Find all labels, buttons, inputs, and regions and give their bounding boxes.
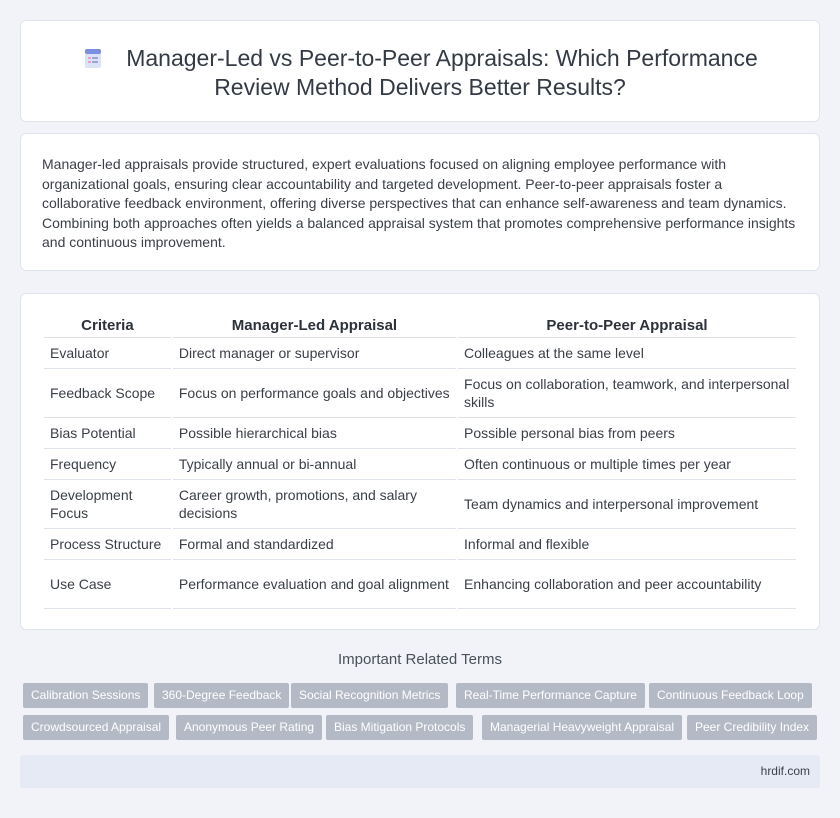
term-tag[interactable]: Bias Mitigation Protocols bbox=[326, 715, 473, 740]
term-tag[interactable]: Peer Credibility Index bbox=[687, 715, 817, 740]
row-peer-value: Colleagues at the same level bbox=[458, 338, 796, 369]
row-manager-value: Career growth, promotions, and salary decisions bbox=[173, 480, 456, 529]
term-tag[interactable]: Crowdsourced Appraisal bbox=[23, 715, 169, 740]
footer bbox=[20, 755, 820, 788]
row-peer-value: Often continuous or multiple times per year bbox=[458, 449, 796, 480]
term-tag[interactable]: Real-Time Performance Capture bbox=[456, 683, 645, 708]
row-criteria: Feedback Scope bbox=[44, 369, 171, 418]
row-criteria: Evaluator bbox=[44, 338, 171, 369]
header-peer-to-peer: Peer-to-Peer Appraisal bbox=[458, 314, 796, 338]
table-row bbox=[44, 560, 796, 609]
term-tag[interactable]: Social Recognition Metrics bbox=[291, 683, 448, 708]
row-peer-value: Team dynamics and interpersonal improvement bbox=[458, 480, 796, 529]
row-manager-value: Focus on performance goals and objectives bbox=[173, 369, 456, 418]
row-manager-value: Performance evaluation and goal alignment bbox=[173, 560, 456, 609]
row-manager-value: Formal and standardized bbox=[173, 529, 456, 560]
table-row bbox=[44, 338, 796, 369]
row-peer-value: Focus on collaboration, teamwork, and interpersonal skills bbox=[458, 369, 796, 418]
term-tag[interactable]: Calibration Sessions bbox=[23, 683, 148, 708]
term-tag[interactable]: Managerial Heavyweight Appraisal bbox=[482, 715, 682, 740]
table-row bbox=[44, 480, 796, 529]
row-manager-value: Typically annual or bi-annual bbox=[173, 449, 456, 480]
intro-paragraph: Manager-led appraisals provide structured, expert evaluations focused on aligning employee performance with organizational goals, ensuring clear accountability and targeted development. Peer-to-peer appraisals foster a collaborative feedback environment, offering diverse perspectives that can enhance self-awareness and team dynamics. Combining both approaches often yields a balanced appraisal system that promotes comprehensive performance insights and continuous improvement. bbox=[42, 156, 796, 251]
document-icon bbox=[82, 47, 104, 69]
header-manager-led: Manager-Led Appraisal bbox=[173, 314, 456, 338]
footer-site-link[interactable]: hrdif.com bbox=[760, 764, 810, 778]
table-row bbox=[44, 418, 796, 449]
title-line-1: Manager-Led vs Peer-to-Peer Appraisals: Which Performance bbox=[126, 45, 758, 71]
row-manager-value: Possible hierarchical bias bbox=[173, 418, 456, 449]
row-manager-value: Direct manager or supervisor bbox=[173, 338, 456, 369]
term-tag[interactable]: 360-Degree Feedback bbox=[154, 683, 289, 708]
row-criteria: Use Case bbox=[44, 560, 171, 609]
term-tag[interactable]: Continuous Feedback Loop bbox=[649, 683, 812, 708]
title-line-2: Review Method Delivers Better Results? bbox=[214, 74, 626, 100]
page-title bbox=[21, 44, 819, 102]
row-criteria: Development Focus bbox=[44, 480, 171, 529]
table-row bbox=[44, 369, 796, 418]
row-criteria: Process Structure bbox=[44, 529, 171, 560]
title-card bbox=[20, 20, 820, 122]
row-peer-value: Possible personal bias from peers bbox=[458, 418, 796, 449]
row-criteria: Bias Potential bbox=[44, 418, 171, 449]
comparison-card bbox=[20, 293, 820, 630]
table-row bbox=[44, 449, 796, 480]
term-tag[interactable]: Anonymous Peer Rating bbox=[176, 715, 322, 740]
table-row bbox=[44, 529, 796, 560]
row-criteria: Frequency bbox=[44, 449, 171, 480]
row-peer-value: Informal and flexible bbox=[458, 529, 796, 560]
header-criteria: Criteria bbox=[44, 314, 171, 338]
comparison-table bbox=[42, 314, 798, 609]
intro-card bbox=[20, 133, 820, 271]
related-terms-heading: Important Related Terms bbox=[338, 651, 502, 668]
row-peer-value: Enhancing collaboration and peer accountability bbox=[458, 560, 796, 609]
table-header-row bbox=[44, 314, 796, 338]
